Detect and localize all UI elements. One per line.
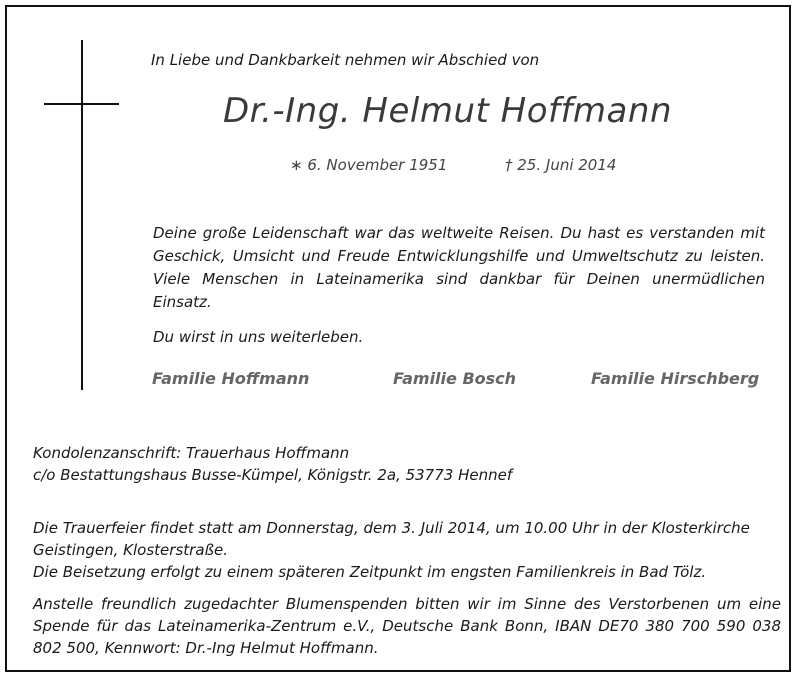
cross-icon-horizontal	[44, 103, 119, 105]
address-line: c/o Bestattungshaus Busse-Kümpel, Königstr. 2a, 53773 Hennef	[33, 466, 513, 484]
ceremony-info	[33, 517, 778, 583]
condolence-address	[33, 442, 512, 486]
family-signature: Familie Hirschberg	[591, 369, 760, 388]
family-signature: Familie Bosch	[393, 369, 517, 388]
obituary-notice	[5, 5, 791, 672]
intro-text: In Liebe und Dankbarkeit nehmen wir Abschied von	[151, 51, 540, 69]
family-signature: Familie Hoffmann	[152, 369, 310, 388]
death-date: † 25. Juni 2014	[505, 156, 617, 174]
address-line: Kondolenzanschrift: Trauerhaus Hoffmann	[33, 444, 350, 462]
closing-line: Du wirst in uns weiterleben.	[153, 328, 364, 346]
cross-icon-vertical	[81, 40, 83, 390]
ceremony-line: Geistingen, Klosterstraße.	[33, 541, 228, 559]
donation-request: Anstelle freundlich zugedachter Blumenspenden bitten wir im Sinne des Verstorbenen um eine Spende für das Lateinamerika-Zentrum e.V., Deutsche Bank Bonn, IBAN DE70 380 700 590 038 802 500, Kennwort: Dr.-Ing Helmut Hoffmann.	[33, 595, 781, 657]
tribute-paragraph: Deine große Leidenschaft war das weltweite Reisen. Du hast es verstanden mit Geschick, Umsicht und Freude Entwicklungshilfe und Umweltschutz zu leisten. Viele Menschen in Lateinamerika sind dankbar für Deinen unermüdlichen Einsatz.	[153, 224, 765, 311]
deceased-name: Dr.-Ing. Helmut Hoffmann	[223, 91, 672, 131]
burial-line: Die Beisetzung erfolgt zu einem späteren Zeitpunkt im engsten Familienkreis in Bad Tölz.	[33, 563, 707, 581]
birth-date: ∗ 6. November 1951	[290, 156, 448, 174]
ceremony-line: Die Trauerfeier findet statt am Donnerstag, dem 3. Juli 2014, um 10.00 Uhr in der Klosterkirche	[33, 519, 750, 537]
